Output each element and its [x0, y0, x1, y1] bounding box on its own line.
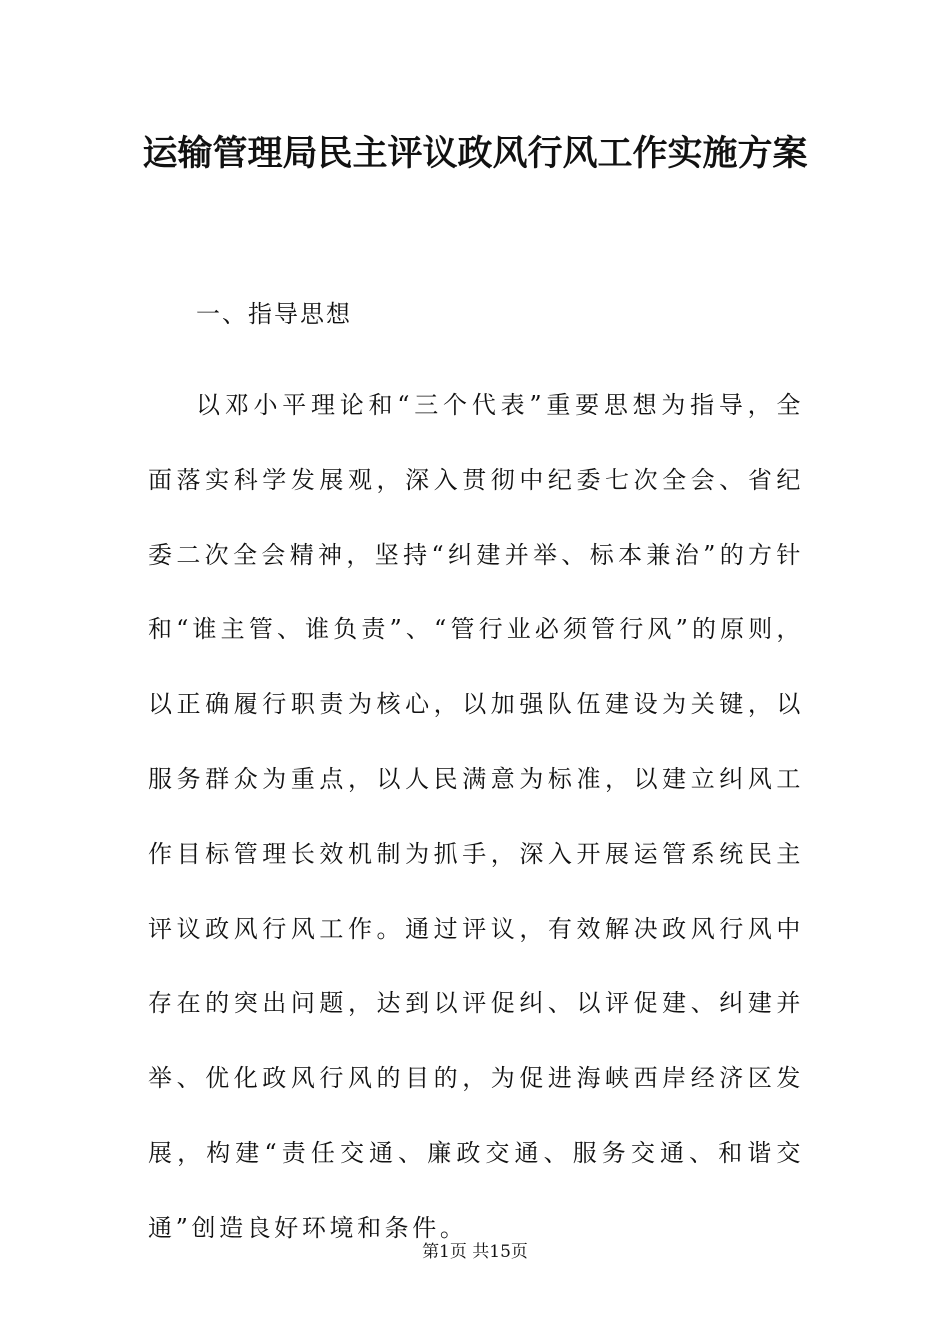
document-title: 运输管理局民主评议政风行风工作实施方案	[142, 133, 808, 174]
section-heading: 一、指导思想	[196, 300, 352, 328]
body-paragraph: 以邓小平理论和“三个代表”重要思想为指导，全面落实科学发展观，深入贯彻中纪委七次全会、省纪委二次全会精神，坚持“纠建并举、标本兼治”的方针和“谁主管、谁负责”、“管行业必须管行风”的原则，以正确履行职责为核心，以加强队伍建设为关键，以服务群众为重点，以人民满意为标准，以建立纠风工作目标管理长效机制为抓手，深入开展运管系统民主评议政风行风工作。通过评议，有效解决政风行风中存在的突出问题，达到以评促纠、以评促建、纠建并举、优化政风行风的目的，为促进海峡西岸经济区发展，构建“责任交通、廉政交通、服务交通、和谐交通”创造良好环境和条件。	[148, 391, 804, 1242]
page-footer: 第1页 共15页	[422, 1242, 528, 1262]
